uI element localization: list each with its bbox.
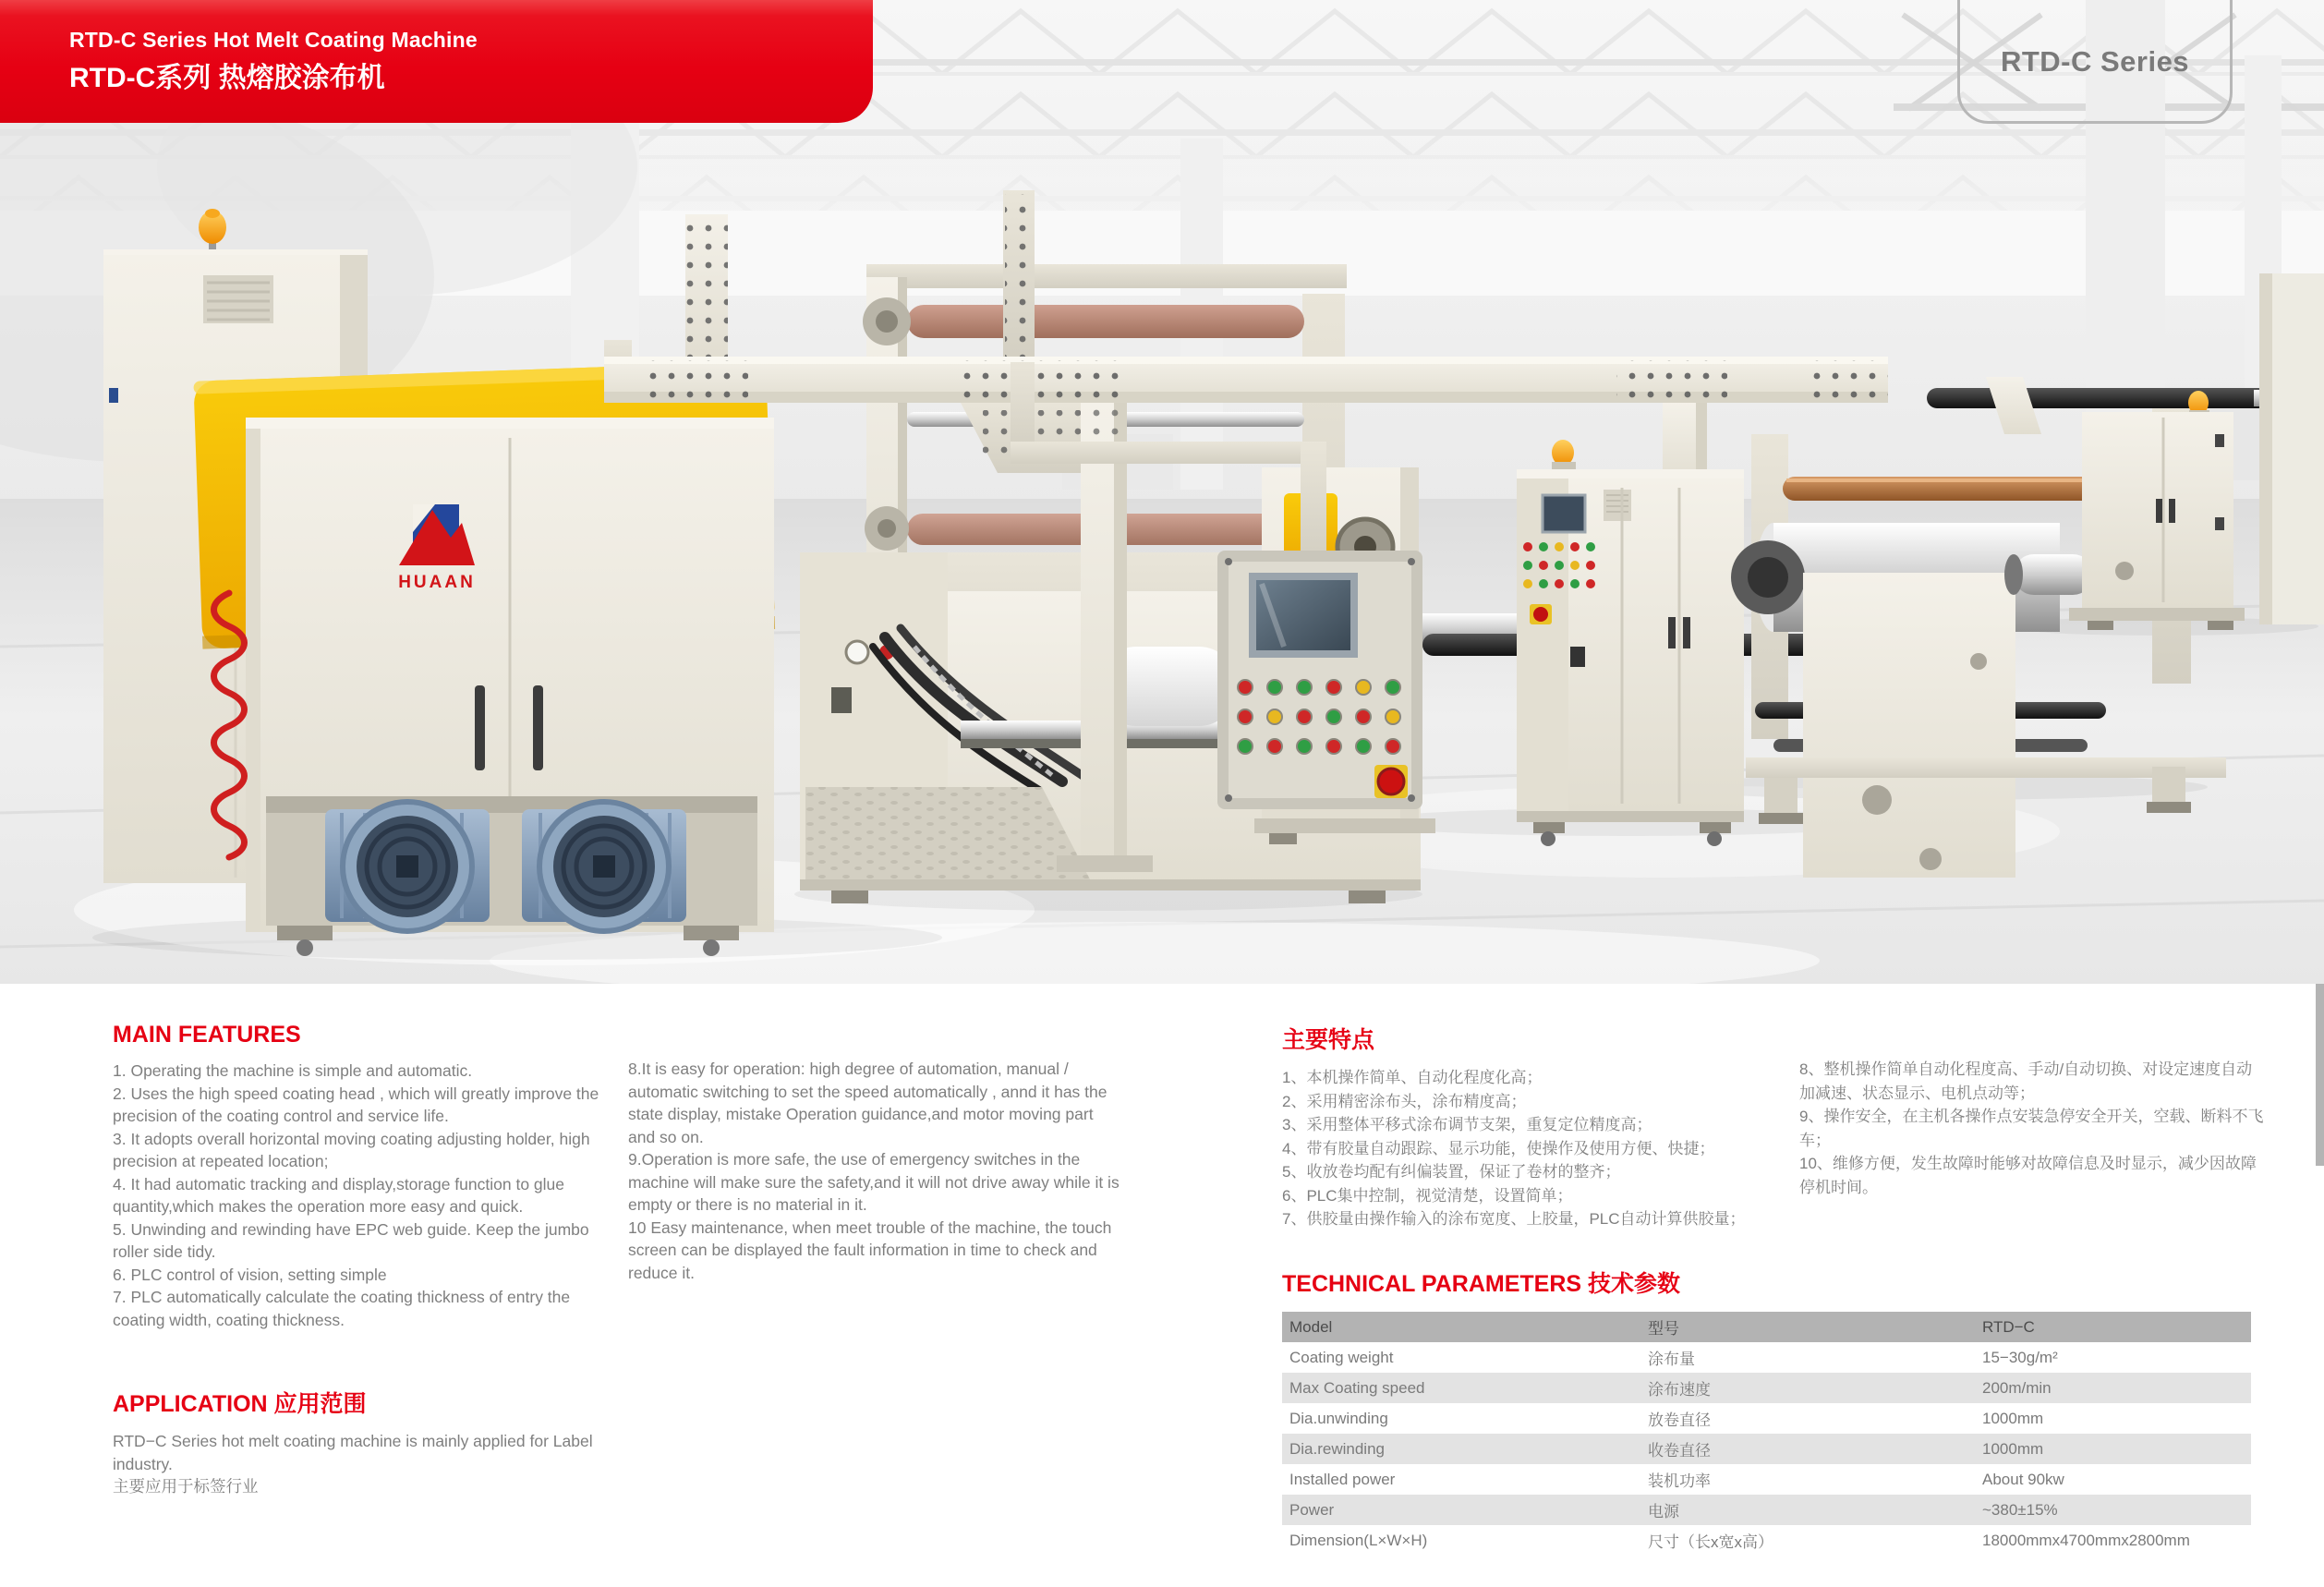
- main-features-col2: [628, 1058, 1120, 1284]
- param-name-en: Coating weight: [1289, 1348, 1394, 1366]
- page-subtitle: RTD-C系列 热熔胶涂布机: [69, 63, 385, 93]
- table-row: [1282, 1434, 2251, 1464]
- param-name-zh: 涂布量: [1648, 1351, 1695, 1368]
- emergency-stop-main: [1378, 769, 1404, 794]
- param-name-en: Installed power: [1289, 1470, 1396, 1488]
- feature-item-zh: 9、操作安全，在主机各操作点安装急停安全开关，空载、断料不飞车；: [1799, 1108, 2264, 1149]
- table-row: [1282, 1525, 2251, 1556]
- col-header-zh: 型号: [1648, 1320, 1679, 1338]
- param-name-zh: 尺寸（长x宽x高）: [1648, 1533, 1773, 1551]
- series-badge-label: RTD-C Series: [2000, 45, 2190, 78]
- feature-item-zh: 7、供胶量由操作输入的涂布宽度、上胶量，PLC自动计算供胶量；: [1282, 1210, 1746, 1228]
- technical-parameters-heading: TECHNICAL PARAMETERS 技术参数: [1282, 1271, 1681, 1297]
- feature-item: 6. PLC control of vision, setting simple: [113, 1265, 387, 1284]
- feature-item: 10 Easy maintenance, when meet trouble of the machine, the touch screen can be displayed the fault information in time to check and reduce it.: [628, 1218, 1112, 1282]
- feature-item: 3. It adopts overall horizontal moving coating adjusting holder, high precision at repeated location;: [113, 1129, 590, 1170]
- touchscreen-small: [1543, 495, 1585, 532]
- table-header-row: [1282, 1312, 2251, 1342]
- features-zh-heading: 主要特点: [1282, 1027, 1375, 1053]
- feature-item-zh: 8、整机操作简单自动化程度高、手动/自动切换、对设定速度自动加减速、状态显示、电机点动等；: [1799, 1060, 2253, 1102]
- param-name-zh: 装机功率: [1648, 1472, 1711, 1490]
- param-value: 18000mmx4700mmx2800mm: [1982, 1531, 2190, 1549]
- col-header-value: RTD−C: [1982, 1317, 2035, 1336]
- table-row: [1282, 1464, 2251, 1495]
- table-row: [1282, 1403, 2251, 1434]
- table-row: [1282, 1342, 2251, 1373]
- right-edge-bar: [2316, 984, 2324, 1166]
- feature-item: 5. Unwinding and rewinding have EPC web guide. Keep the jumbo roller side tidy.: [113, 1219, 589, 1261]
- application-lines: [113, 1430, 630, 1498]
- emergency-stop-mid: [1533, 607, 1548, 622]
- table-row: [1282, 1495, 2251, 1525]
- application-line: RTD−C Series hot melt coating machine is mainly applied for Label industry.: [113, 1432, 593, 1473]
- header-banner: [0, 0, 873, 123]
- drive-motors: [266, 796, 757, 931]
- table-row: [1282, 1373, 2251, 1403]
- right-control-cabinet: [1517, 440, 1744, 846]
- main-features-col1: [113, 1060, 619, 1331]
- feature-item: 9.Operation is more safe, the use of emergency switches in the machine will make sure the safety,and it will not drive away while it is empty or there is no material in it.: [628, 1150, 1120, 1214]
- pressure-gauge: [846, 641, 868, 663]
- feature-item-zh: 2、采用精密涂布头，涂布精度高；: [1282, 1092, 1527, 1110]
- param-name-en: Max Coating speed: [1289, 1378, 1425, 1397]
- param-value: 1000mm: [1982, 1439, 2044, 1458]
- param-value: 1000mm: [1982, 1409, 2044, 1427]
- param-name-en: Dia.unwinding: [1289, 1409, 1388, 1427]
- param-value: About 90kw: [1982, 1470, 2064, 1488]
- col-header-en: Model: [1289, 1317, 1333, 1336]
- main-features-heading: MAIN FEATURES: [113, 1022, 301, 1048]
- technical-parameters-section: [1282, 1266, 2251, 1556]
- feature-item: 4. It had automatic tracking and display,storage function to glue quantity,which makes the operation more easy and quick.: [113, 1174, 565, 1216]
- param-name-en: Power: [1289, 1500, 1335, 1519]
- feature-item: 7. PLC automatically calculate the coating thickness of entry the coating width, coating thickness.: [113, 1288, 571, 1329]
- warning-beacon-mid: [1552, 440, 1574, 466]
- param-name-en: Dimension(L×W×H): [1289, 1531, 1428, 1549]
- features-zh-col2: [1799, 1058, 2266, 1199]
- param-name-zh: 放卷直径: [1648, 1411, 1711, 1429]
- param-value: 200m/min: [1982, 1378, 2052, 1397]
- brand-logo-text: HUAAN: [398, 573, 476, 592]
- feature-item: 2. Uses the high speed coating head , which will greatly improve the precision of the coating control and service life.: [113, 1084, 599, 1125]
- series-badge: [1957, 0, 2233, 124]
- huaan-cabinet: [214, 418, 775, 956]
- feature-item-zh: 4、带有胶量自动跟踪、显示功能，使操作及使用方便、快捷；: [1282, 1139, 1715, 1157]
- param-name-en: Dia.rewinding: [1289, 1439, 1385, 1458]
- feature-item-zh: 6、PLC集中控制，视觉清楚，设置简单；: [1282, 1186, 1573, 1205]
- feature-item-zh: 1、本机操作简单、自动化程度化高；: [1282, 1069, 1543, 1086]
- feature-item: 1. Operating the machine is simple and automatic.: [113, 1061, 473, 1080]
- features-zh-section: [1282, 1022, 1799, 1231]
- application-line: 主要应用于标签行业: [113, 1477, 259, 1496]
- application-section: [113, 1386, 630, 1498]
- page-title: RTD-C Series Hot Melt Coating Machine: [69, 28, 478, 52]
- technical-parameters-table: [1282, 1312, 2251, 1556]
- param-name-zh: 收卷直径: [1648, 1442, 1711, 1460]
- feature-item-zh: 5、收放卷均配有纠偏装置，保证了卷材的整齐；: [1282, 1163, 1621, 1181]
- param-name-zh: 电源: [1648, 1503, 1679, 1520]
- perforated-side-panel: [1803, 573, 2015, 878]
- param-name-zh: 涂布速度: [1648, 1381, 1711, 1399]
- main-features-section: [113, 1022, 619, 1331]
- features-zh-col1: [1282, 1066, 1799, 1231]
- feature-item-zh: 10、维修方便，发生故障时能够对故障信息及时显示，减少因故障停机时间。: [1799, 1155, 2257, 1196]
- param-value: 15−30g/m²: [1982, 1348, 2058, 1366]
- feature-item: 8.It is easy for operation: high degree of automation, manual / automatic switching to set the speed automatically , annd it has the state display, mistake Operation guidance,and motor moving part and so on.: [628, 1060, 1108, 1146]
- application-heading: APPLICATION 应用范围: [113, 1391, 367, 1417]
- param-value: ~380±15%: [1982, 1500, 2058, 1519]
- walkway-plate: [805, 787, 1090, 879]
- feature-item-zh: 3、采用整体平移式涂布调节支架，重复定位精度高；: [1282, 1116, 1652, 1133]
